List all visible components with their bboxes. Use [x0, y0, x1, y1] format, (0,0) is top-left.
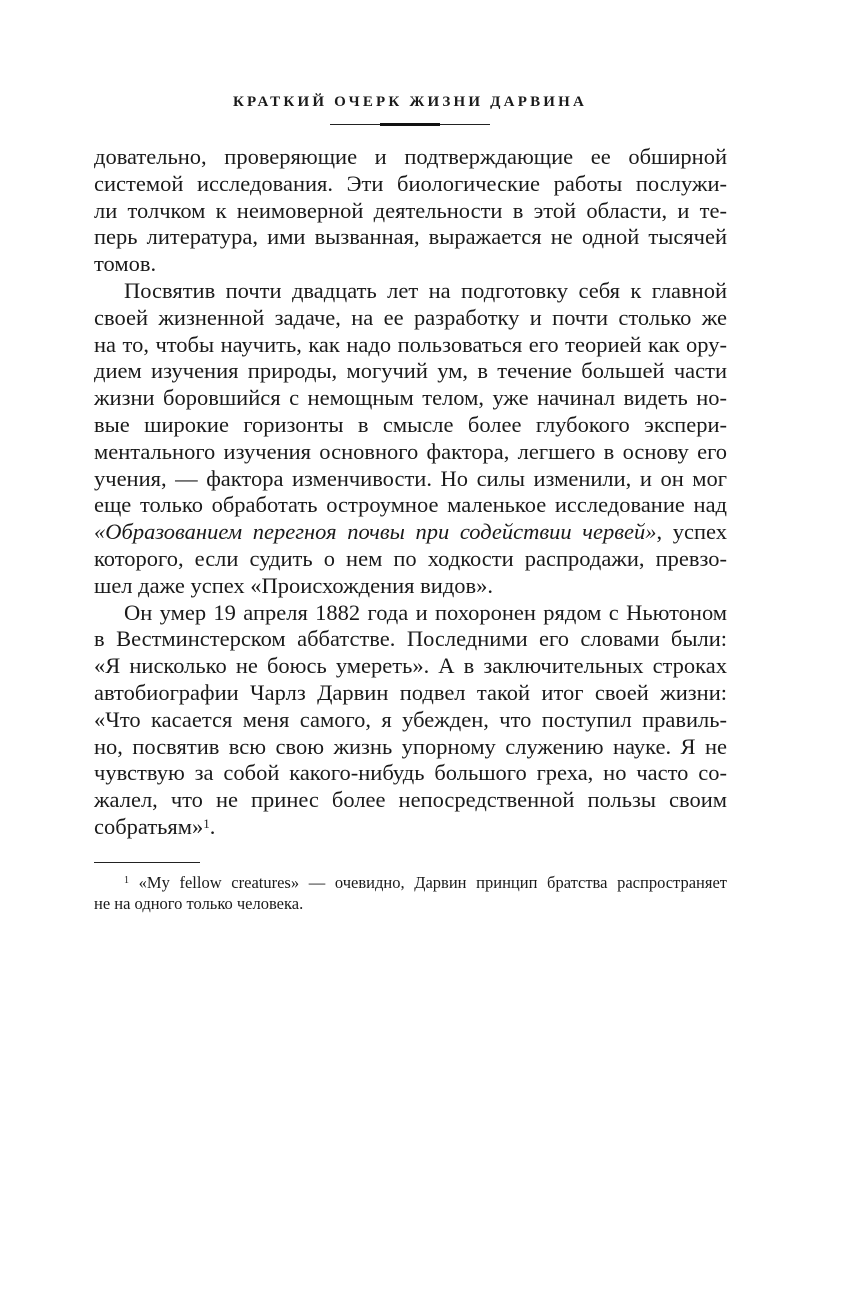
paragraph-line: [94, 573, 727, 600]
paragraph-line: [94, 707, 727, 734]
body-text: [94, 144, 727, 841]
paragraph-line: [94, 198, 727, 225]
paragraph: [94, 144, 727, 278]
paragraph-line: [94, 171, 727, 198]
text-run: ментального изучения основного фактора, легшего в основу его: [94, 438, 727, 464]
text-run: Посвятив почти двадцать лет на подготовку себя к главной: [124, 277, 727, 303]
paragraph-line: [94, 787, 727, 814]
paragraph-line: [94, 224, 727, 251]
paragraph: [94, 600, 727, 841]
paragraph-line: [94, 653, 727, 680]
text-run: на то, чтобы научить, как надо пользоваться его теорией как ору-: [94, 331, 727, 357]
paragraph-line: [94, 144, 727, 171]
text-run: автобиографии Чарлз Дарвин подвел такой итог своей жизни:: [94, 679, 727, 705]
text-run: еще только обработать остроумное маленькое исследование над: [94, 492, 727, 518]
text-run: «Я нисколько не боюсь умереть». А в заключительных строках: [94, 653, 727, 679]
paragraph-line: [94, 439, 727, 466]
text-run: не на одного только человека.: [94, 894, 304, 913]
text-run: ли толчком к неимоверной деятельности в этой области, и те-: [94, 197, 727, 223]
footnote: [94, 872, 727, 914]
text-run: довательно, проверяющие и подтверждающие ее обширной: [94, 144, 727, 169]
paragraph-line: [94, 332, 727, 359]
footnote-line: [94, 872, 727, 893]
text-run: шел даже успех «Происхождения видов».: [94, 572, 494, 598]
text-run: вые широкие горизонты в смысле более глубокого экспери-: [94, 411, 727, 437]
text-run: , успех: [656, 519, 727, 545]
paragraph-line: [94, 600, 727, 627]
paragraph-line: [94, 385, 727, 412]
running-header: КРАТКИЙ ОЧЕРК ЖИЗНИ ДАРВИНА: [232, 94, 588, 110]
footnote-rule: [94, 862, 200, 863]
paragraph-line: [94, 251, 727, 278]
paragraph-line: [94, 626, 727, 653]
footnote-line: [94, 893, 727, 914]
paragraph-line: [94, 466, 727, 493]
italic-title: «Образованием перегноя почвы при содействии червей»: [94, 519, 657, 545]
paragraph-line: [94, 278, 727, 305]
paragraph-line: [94, 760, 727, 787]
text-run: в Вестминстерском аббатстве. Последними его словами были:: [94, 626, 727, 652]
paragraph-line: [94, 814, 727, 841]
text-run: собратьям»: [94, 813, 204, 839]
paragraph-line: [94, 358, 727, 385]
text-run: перь литература, ими вызванная, выражается не одной тысячей: [94, 224, 727, 250]
text-run: своей жизненной задаче, на ее разработку и почти столько же: [94, 304, 727, 330]
paragraph-line: [94, 519, 727, 546]
paragraph: [94, 278, 727, 600]
paragraph-line: [94, 492, 727, 519]
text-run: но, посвятив всю свою жизнь упорному служению науке. Я не: [94, 733, 727, 759]
text-run: Он умер 19 апреля 1882 года и похоронен рядом с Ньютоном: [124, 599, 727, 625]
text-run: .: [209, 813, 216, 839]
text-run: системой исследования. Эти биологические работы послужи-: [94, 170, 727, 196]
paragraph-line: [94, 734, 727, 761]
text-run: жалел, что не принес более непосредственной пользы своим: [94, 787, 727, 813]
paragraph-line: [94, 412, 727, 439]
text-run: «Что касается меня самого, я убежден, что поступил правиль-: [94, 706, 727, 732]
text-run: дием изучения природы, могучий ум, в течение большей части: [94, 358, 727, 384]
text-run: томов.: [94, 251, 157, 277]
text-run: жизни боровшийся с немощным телом, уже начинал видеть но-: [94, 385, 727, 411]
text-run: учения, — фактора изменчивости. Но силы изменили, и он мог: [94, 465, 727, 491]
text-run: «My fellow creatures» — очевидно, Дарвин принцип братства распространяет: [129, 873, 727, 892]
text-run: которого, если судить о нем по ходкости распродажи, превзо-: [94, 545, 727, 571]
footnote-ref: 1: [124, 875, 129, 886]
text-run: чувствую за собой какого-нибудь большого греха, но часто со-: [94, 760, 727, 786]
header-rule-accent: [380, 123, 440, 126]
footnote-ref: 1: [203, 815, 210, 831]
paragraph-line: [94, 680, 727, 707]
paragraph-line: [94, 305, 727, 332]
paragraph-line: [94, 546, 727, 573]
